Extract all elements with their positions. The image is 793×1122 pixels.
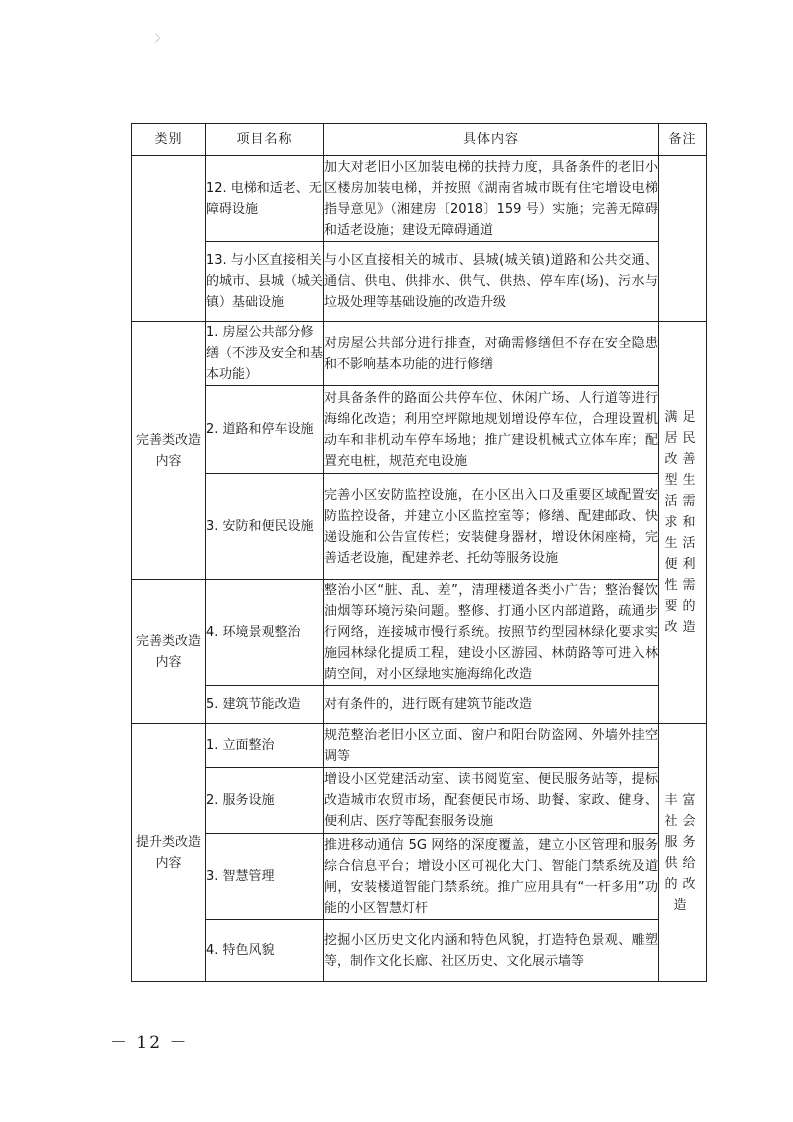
project-content: 与小区直接相关的城市、县城(城关镇)道路和公共交通、通信、供电、供排水、供气、供热、停车库(场)、污水与垃圾处理等基础设施的改造升级 bbox=[324, 242, 659, 322]
table-row bbox=[132, 768, 707, 834]
header-content: 具体内容 bbox=[324, 124, 659, 156]
project-name: 2. 道路和停车设施 bbox=[206, 386, 324, 474]
project-name: 12. 电梯和适老、无障碍设施 bbox=[206, 156, 324, 242]
project-content: 对房屋公共部分进行排查，对确需修缮但不存在安全隐患和不影响基本功能的进行修缮 bbox=[324, 322, 659, 386]
project-content: 增设小区党建活动室、读书阅览室、便民服务站等，提标改造城市农贸市场，配套便民市场、助餐、家政、健身、便利店、医疗等配套服务设施 bbox=[324, 768, 659, 834]
category-cell: 提升类改造内容 bbox=[132, 724, 206, 982]
remark-cell: 丰富社会服务供给的改造 bbox=[659, 724, 707, 982]
table-row bbox=[132, 686, 707, 724]
project-content: 对有条件的，进行既有建筑节能改造 bbox=[324, 686, 659, 724]
project-name: 1. 房屋公共部分修缮（不涉及安全和基本功能） bbox=[206, 322, 324, 386]
category-cell: 完善类改造内容 bbox=[132, 580, 206, 724]
table-row bbox=[132, 242, 707, 322]
project-content: 规范整治老旧小区立面、窗户和阳台防盗网、外墙外挂空调等 bbox=[324, 724, 659, 768]
table-row bbox=[132, 322, 707, 386]
project-name: 2. 服务设施 bbox=[206, 768, 324, 834]
page-number: － 12 － bbox=[110, 1033, 189, 1053]
table-row bbox=[132, 156, 707, 242]
project-name: 5. 建筑节能改造 bbox=[206, 686, 324, 724]
category-cell bbox=[132, 156, 206, 322]
project-content: 推进移动通信 5G 网络的深度覆盖，建立小区管理和服务综合信息平台；增设小区可视化大门、智能门禁系统及道闸，安装楼道智能门禁系统。推广应用具有“一杆多用”功能的小区智慧灯杆 bbox=[324, 834, 659, 920]
project-name: 13. 与小区直接相关的城市、县城（城关镇）基础设施 bbox=[206, 242, 324, 322]
header-project: 项目名称 bbox=[206, 124, 324, 156]
category-cell: 完善类改造内容 bbox=[132, 322, 206, 580]
header-remark: 备注 bbox=[659, 124, 707, 156]
table-header-row bbox=[132, 124, 707, 156]
renovation-content-table bbox=[131, 123, 707, 982]
stray-mark: 〉 bbox=[155, 34, 165, 45]
remark-cell bbox=[659, 156, 707, 322]
project-name: 3. 智慧管理 bbox=[206, 834, 324, 920]
project-content: 挖掘小区历史文化内涵和特色风貌，打造特色景观、雕塑等，制作文化长廊、社区历史、文化展示墙等 bbox=[324, 920, 659, 982]
table-row bbox=[132, 834, 707, 920]
table-row bbox=[132, 724, 707, 768]
remark-cell: 满足居民改善型生活需求和生活便利性需要的改造 bbox=[659, 322, 707, 724]
header-category: 类别 bbox=[132, 124, 206, 156]
project-name: 1. 立面整治 bbox=[206, 724, 324, 768]
table-row bbox=[132, 580, 707, 686]
table-row bbox=[132, 386, 707, 474]
project-content: 整治小区“脏、乱、差”，清理楼道各类小广告；整治餐饮油烟等环境污染问题。整修、打通小区内部道路，疏通步行网络，连接城市慢行系统。按照节约型园林绿化要求实施园林绿化提质工程，建设小区游园、林荫路等可进入林荫空间，对小区绿地实施海绵化改造 bbox=[324, 580, 659, 686]
project-content: 完善小区安防监控设施，在小区出入口及重要区域配置安防监控设备，并建立小区监控室等；修缮、配建邮政、快递设施和公告宣传栏；安装健身器材，增设休闲座椅，完善适老设施，配建养老、托幼等服务设施 bbox=[324, 474, 659, 580]
table-row bbox=[132, 920, 707, 982]
project-name: 3. 安防和便民设施 bbox=[206, 474, 324, 580]
project-name: 4. 环境景观整治 bbox=[206, 580, 324, 686]
project-content: 加大对老旧小区加装电梯的扶持力度，具备条件的老旧小区楼房加装电梯，并按照《湖南省城市既有住宅增设电梯指导意见》（湘建房〔2018〕159 号）实施；完善无障碍和适老设施；建设无障碍通道 bbox=[324, 156, 659, 242]
project-content: 对具备条件的路面公共停车位、休闲广场、人行道等进行海绵化改造；利用空坪隙地规划增设停车位，合理设置机动车和非机动车停车场地；推广建设机械式立体车库；配置充电桩，规范充电设施 bbox=[324, 386, 659, 474]
table-row bbox=[132, 474, 707, 580]
project-name: 4. 特色风貌 bbox=[206, 920, 324, 982]
